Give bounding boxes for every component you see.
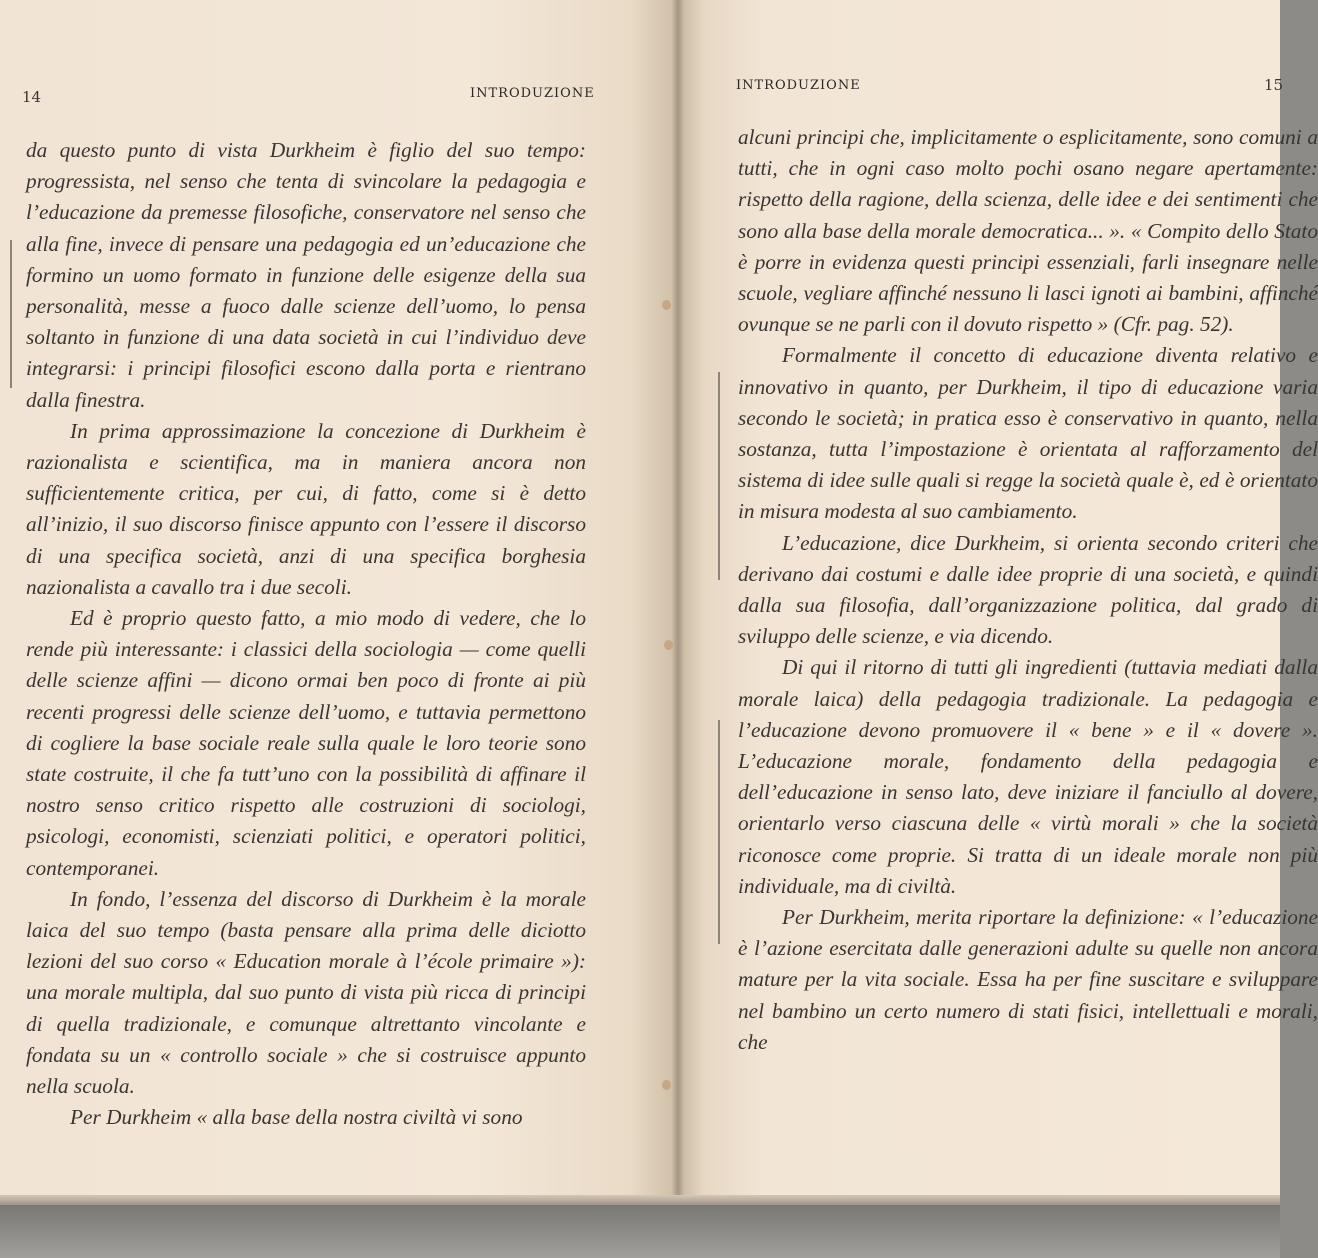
right-paragraph-3: L’educazione, dice Durkheim, si orienta secondo criteri che derivano dai costumi e dalle idee proprie di una società, e quindi dalla sua filosofia, dall’organizzazione politica, dal grado di sviluppo delle scienze, e via dicendo. bbox=[738, 530, 1318, 649]
right-page-body bbox=[738, 122, 1318, 1058]
scanner-shadow bbox=[0, 1205, 1280, 1258]
left-paragraph-4: In fondo, l’essenza del discorso di Durkheim è la morale laica del suo tempo (basta pensare alla prima delle diciotto lezioni del suo corso « Education morale à l’école primaire »): una morale multipla, dal suo punto di vista più ricca di principi di quella tradizionale, e comunque altrettanto vincolante e fondata su un « controllo sociale » che si costruisce appunto nella scuola. bbox=[26, 886, 586, 1099]
right-paragraph-1: alcuni principi che, implicitamente o esplicitamente, sono comuni a tutti, che in ogni caso molto pochi osano negare apertamente: rispetto della ragione, della scienza, delle idee e dei sentimenti che sono alla base della morale democratica... ». « Compito dello Stato è porre in evidenza questi principi essenziali, farli insegnare nelle scuole, vegliare affinché nessuno li lasci ignoti ai bambini, affinché ovunque se ne parli con il dovuto rispetto » (Cfr. pag. 52). bbox=[738, 125, 1318, 337]
right-paragraph-5: Per Durkheim, merita riportare la definizione: « l’educazione è l’azione esercitata dalle generazioni adulte su quelle non ancora mature per la vita sociale. Essa ha per fine suscitare e sviluppare nel bambino un certo numero di stati fisici, intellettuali e morali, che bbox=[738, 905, 1318, 1054]
left-paragraph-3: Ed è proprio questo fatto, a mio modo di vedere, che lo rende più interessante: i classici della sociologia — come quelli delle scienze affini — dicono ormai ben poco di fronte ai più recenti progressi delle scienze dell’uomo, e tuttavia permettono di cogliere la base sociale reale sulla quale le loro teorie sono state costruite, il che fa tutt’uno con la possibilità di affinare il nostro senso critico rispetto alle costruzioni di sociologi, psicologi, economisti, scienziati politici, e operatori politici, contemporanei. bbox=[26, 606, 586, 880]
right-paragraph-2: Formalmente il concetto di educazione diventa relativo e innovativo in quanto, per Durkheim, il tipo di educazione varia secondo le società; in pratica esso è conservativo in quanto, nella sostanza, tutta l’impostazione è orientata al rafforzamento del sistema di idee sulle quali si regge la società quale è, ed è orientato in misura modesta al suo cambiamento. bbox=[738, 343, 1318, 524]
left-paragraph-1: da questo punto di vista Durkheim è figlio del suo tempo: progressista, nel senso che tenta di svincolare la pedagogia e l’educazione da premesse filosofiche, conservatore nel senso che alla fine, invece di pensare una pedagogia ed un’educazione che formino un uomo formato in funzione delle esigenze della sua personalità, messe a fuoco dalle scienze dell’uomo, lo pensa soltanto in funzione di una data società in cui l’individuo deve integrarsi: i principi filosofici escono dalla porta e rientrano dalla finestra. bbox=[26, 138, 586, 412]
left-running-head: INTRODUZIONE bbox=[470, 86, 595, 101]
binding-spot bbox=[662, 1080, 671, 1090]
pencil-margin-mark-right-upper bbox=[718, 372, 720, 580]
right-running-head: INTRODUZIONE bbox=[736, 78, 861, 93]
left-page-body bbox=[26, 135, 586, 1134]
binding-spot bbox=[662, 300, 671, 310]
binding-spot bbox=[664, 640, 673, 650]
book-gutter bbox=[672, 0, 684, 1198]
pencil-margin-mark-left bbox=[10, 240, 12, 388]
page-bottom-edge bbox=[0, 1195, 1280, 1205]
left-paragraph-2: In prima approssimazione la concezione di Durkheim è razionalista e scientifica, ma in maniera ancora non sufficientemente critica, per cui, di fatto, come si è detto all’inizio, il suo discorso finisce appunto con l’essere il discorso di una specifica società, anzi di una specifica borghesia nazionalista a cavallo tra i due secoli. bbox=[26, 418, 586, 599]
pencil-margin-mark-right-lower bbox=[718, 720, 720, 944]
right-page-number: 15 bbox=[1264, 76, 1284, 94]
left-page-number: 14 bbox=[22, 88, 42, 106]
left-paragraph-5: Per Durkheim « alla base della nostra civiltà vi sono bbox=[70, 1105, 523, 1130]
right-paragraph-4: Di qui il ritorno di tutti gli ingredienti (tuttavia mediati dalla morale laica) della pedagogia tradizionale. La pedagogia e l’educazione devono promuovere il « bene » e il « dovere ». L’educazione morale, fondamento della pedagogia e dell’educazione in senso lato, deve iniziare il fanciullo al dovere, orientarlo verso ciascuna delle « virtù morali » che la società riconosce come proprie. Si tratta di un ideale morale non più individuale, ma di civiltà. bbox=[738, 655, 1318, 898]
